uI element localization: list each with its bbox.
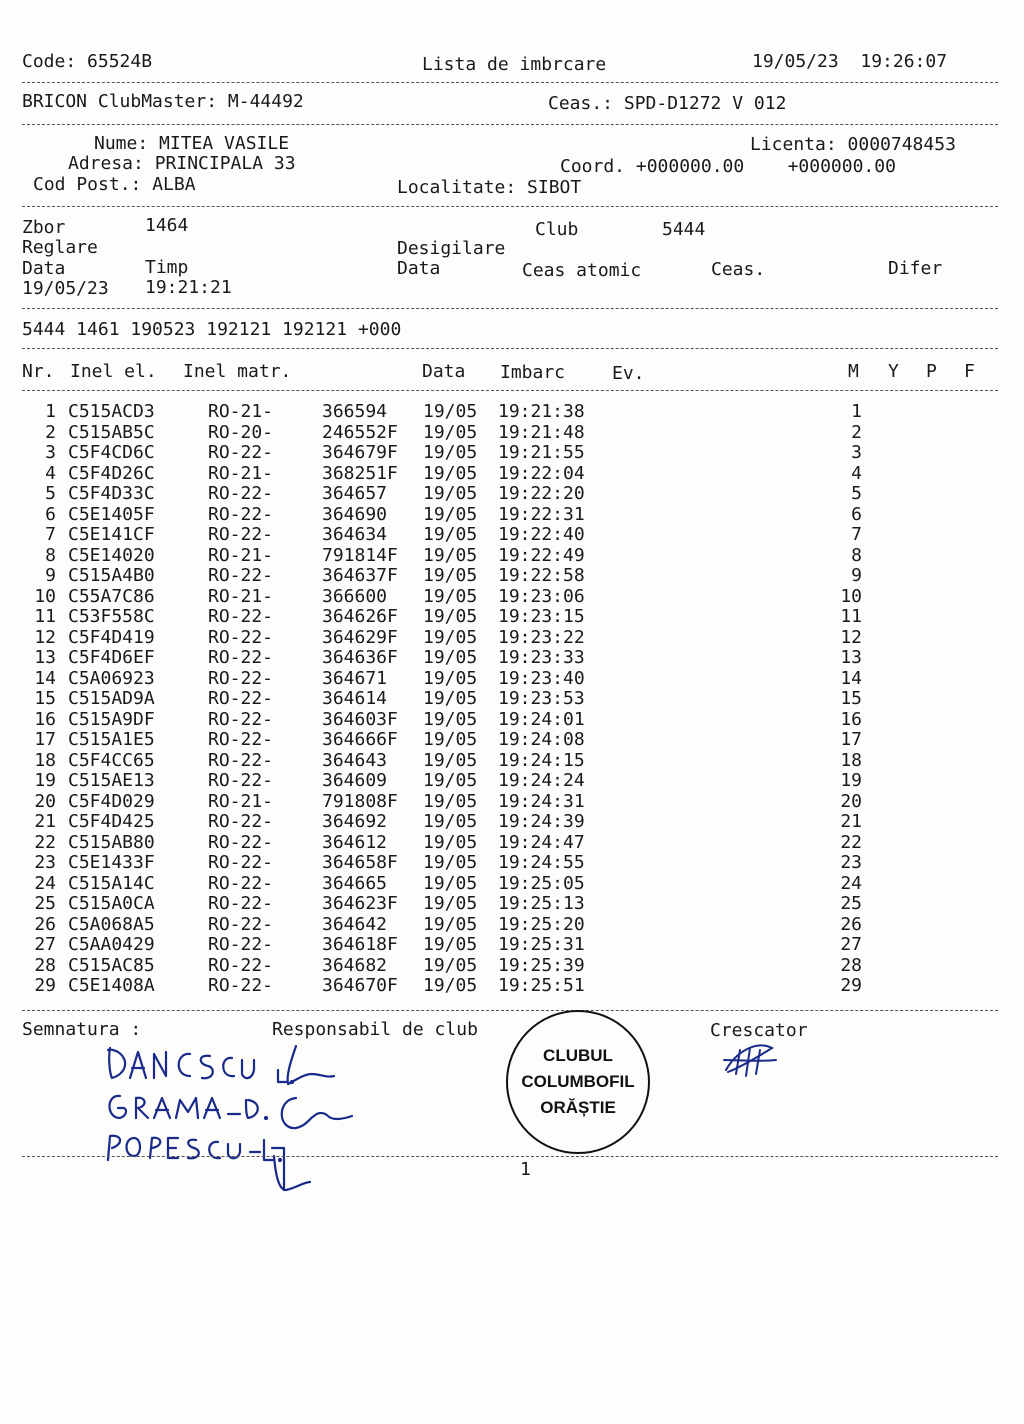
row-nr: 6 bbox=[45, 503, 56, 525]
row-position: 12 bbox=[840, 626, 862, 648]
row-ring-prefix: RO-22- bbox=[208, 688, 274, 709]
row-time: 19:24:47 bbox=[498, 831, 585, 853]
signature-label: Semnatura : bbox=[22, 1019, 142, 1040]
row-position: 2 bbox=[851, 421, 862, 443]
row-date: 19/05 bbox=[423, 606, 478, 627]
row-inel-matr: 364670F bbox=[322, 975, 398, 996]
row-inel-el: C5A068A5 bbox=[68, 913, 155, 935]
row-ring-prefix: RO-21- bbox=[208, 401, 274, 422]
col-m: M bbox=[848, 361, 859, 382]
divider bbox=[22, 82, 998, 83]
row-ring-prefix: RO-22- bbox=[208, 647, 274, 668]
divider bbox=[22, 1156, 998, 1157]
row-ring-prefix: RO-21- bbox=[208, 585, 274, 607]
row-date: 19/05 bbox=[423, 462, 478, 484]
row-nr: 27 bbox=[34, 934, 56, 955]
clock-label: Ceas.: SPD-D1272 V 012 bbox=[548, 93, 787, 114]
stamp-line-1: CLUBUL bbox=[543, 1046, 613, 1065]
row-nr: 11 bbox=[34, 606, 56, 627]
divider bbox=[22, 348, 998, 349]
row-date: 19/05 bbox=[423, 975, 478, 996]
row-ring-prefix: RO-22- bbox=[208, 954, 274, 976]
row-inel-matr: 364618F bbox=[322, 934, 398, 955]
breeder-label: Crescator bbox=[710, 1020, 808, 1041]
table-row bbox=[0, 689, 1024, 709]
divider bbox=[22, 390, 998, 391]
row-inel-el: C5F4CD6C bbox=[68, 442, 155, 463]
club-manager-label: Responsabil de club bbox=[272, 1019, 478, 1040]
row-inel-el: C5F4D425 bbox=[68, 811, 155, 832]
row-nr: 15 bbox=[34, 688, 56, 709]
row-date: 19/05 bbox=[423, 893, 478, 914]
row-nr: 21 bbox=[34, 811, 56, 832]
row-inel-matr: 364634 bbox=[322, 524, 388, 545]
table-row bbox=[0, 976, 1024, 996]
row-ring-prefix: RO-22- bbox=[208, 893, 274, 914]
summary-line: 5444 1461 190523 192121 192121 +000 bbox=[22, 319, 402, 340]
reglare-label: Reglare bbox=[22, 237, 98, 258]
row-inel-matr: 364636F bbox=[322, 647, 398, 668]
row-time: 19:25:20 bbox=[498, 913, 585, 935]
reglare-date-label: Data bbox=[22, 258, 66, 279]
row-date: 19/05 bbox=[423, 524, 478, 545]
row-inel-matr: 364682 bbox=[322, 954, 388, 976]
row-time: 19:25:31 bbox=[498, 934, 585, 955]
row-position: 23 bbox=[840, 852, 862, 873]
row-time: 19:23:40 bbox=[498, 667, 585, 689]
flight-number: 1464 bbox=[145, 215, 189, 236]
row-inel-el: C5AA0429 bbox=[68, 934, 155, 955]
row-time: 19:22:40 bbox=[498, 524, 585, 545]
row-inel-matr: 364603F bbox=[322, 708, 398, 730]
row-inel-el: C515A1E5 bbox=[68, 729, 155, 750]
divider bbox=[22, 308, 998, 309]
row-inel-matr: 368251F bbox=[322, 462, 398, 484]
row-date: 19/05 bbox=[423, 831, 478, 853]
row-nr: 16 bbox=[34, 708, 56, 730]
table-row bbox=[0, 710, 1024, 730]
row-nr: 17 bbox=[34, 729, 56, 750]
row-position: 7 bbox=[851, 524, 862, 545]
table-row bbox=[0, 935, 1024, 955]
row-date: 19/05 bbox=[423, 688, 478, 709]
row-ring-prefix: RO-22- bbox=[208, 770, 274, 791]
row-position: 16 bbox=[840, 708, 862, 730]
row-ring-prefix: RO-22- bbox=[208, 749, 274, 771]
row-nr: 4 bbox=[45, 462, 56, 484]
row-inel-matr: 364629F bbox=[322, 626, 398, 648]
row-time: 19:24:39 bbox=[498, 811, 585, 832]
row-ring-prefix: RO-22- bbox=[208, 729, 274, 750]
table-row bbox=[0, 792, 1024, 812]
row-date: 19/05 bbox=[423, 401, 478, 422]
row-time: 19:24:08 bbox=[498, 729, 585, 750]
clock-col-label: Ceas. bbox=[711, 259, 766, 280]
row-inel-matr: 364666F bbox=[322, 729, 398, 750]
row-position: 3 bbox=[851, 442, 862, 463]
row-inel-el: C5F4D419 bbox=[68, 626, 155, 648]
row-inel-el: C5E1433F bbox=[68, 852, 155, 873]
row-inel-el: C515ACD3 bbox=[68, 401, 155, 422]
col-y: Y bbox=[888, 361, 899, 382]
table-row bbox=[0, 484, 1024, 504]
table-row bbox=[0, 833, 1024, 853]
row-inel-matr: 791808F bbox=[322, 790, 398, 812]
row-nr: 9 bbox=[45, 565, 56, 586]
row-date: 19/05 bbox=[423, 790, 478, 812]
row-ring-prefix: RO-22- bbox=[208, 503, 274, 525]
stamp-line-2: COLUMBOFIL bbox=[521, 1072, 635, 1091]
row-inel-matr: 364665 bbox=[322, 872, 388, 894]
row-ring-prefix: RO-22- bbox=[208, 831, 274, 853]
row-inel-el: C5F4D26C bbox=[68, 462, 155, 484]
row-position: 22 bbox=[840, 831, 862, 853]
row-inel-el: C515AC85 bbox=[68, 954, 155, 976]
row-position: 21 bbox=[840, 811, 862, 832]
breeder-signature bbox=[716, 1030, 786, 1086]
row-inel-el: C5E141CF bbox=[68, 524, 155, 545]
table-row bbox=[0, 730, 1024, 750]
row-nr: 23 bbox=[34, 852, 56, 873]
row-inel-el: C5F4CC65 bbox=[68, 749, 155, 771]
table-row bbox=[0, 956, 1024, 976]
club-number: 5444 bbox=[662, 219, 706, 240]
row-date: 19/05 bbox=[423, 667, 478, 689]
row-position: 26 bbox=[840, 913, 862, 935]
row-inel-el: C5E14020 bbox=[68, 544, 155, 566]
row-time: 19:22:20 bbox=[498, 483, 585, 504]
row-inel-el: C515AD9A bbox=[68, 688, 155, 709]
table-row bbox=[0, 505, 1024, 525]
row-date: 19/05 bbox=[423, 626, 478, 648]
row-time: 19:25:51 bbox=[498, 975, 585, 996]
row-inel-matr: 364692 bbox=[322, 811, 388, 832]
row-inel-matr: 364637F bbox=[322, 565, 398, 586]
row-position: 9 bbox=[851, 565, 862, 586]
row-position: 28 bbox=[840, 954, 862, 976]
row-nr: 18 bbox=[34, 749, 56, 771]
row-ring-prefix: RO-22- bbox=[208, 442, 274, 463]
row-ring-prefix: RO-21- bbox=[208, 544, 274, 566]
row-inel-matr: 364690 bbox=[322, 503, 388, 525]
col-data: Data bbox=[422, 361, 466, 382]
row-position: 14 bbox=[840, 667, 862, 689]
row-position: 20 bbox=[840, 790, 862, 812]
row-date: 19/05 bbox=[423, 749, 478, 771]
row-position: 24 bbox=[840, 872, 862, 894]
row-inel-el: C515AB5C bbox=[68, 421, 155, 443]
row-ring-prefix: RO-21- bbox=[208, 462, 274, 484]
document-title: Lista de imbrcare bbox=[422, 54, 607, 75]
row-time: 19:22:31 bbox=[498, 503, 585, 525]
row-date: 19/05 bbox=[423, 852, 478, 873]
row-nr: 12 bbox=[34, 626, 56, 648]
row-position: 19 bbox=[840, 770, 862, 791]
difference-label: Difer bbox=[888, 258, 943, 279]
row-inel-el: C5A06923 bbox=[68, 667, 155, 689]
row-inel-el: C515A0CA bbox=[68, 893, 155, 914]
row-nr: 20 bbox=[34, 790, 56, 812]
col-inel-matr: Inel matr. bbox=[183, 361, 292, 382]
code-label: Code: 65524B bbox=[22, 51, 153, 72]
reglare-time-label: Timp bbox=[145, 257, 189, 278]
row-time: 19:24:24 bbox=[498, 770, 585, 791]
row-date: 19/05 bbox=[423, 934, 478, 955]
row-time: 19:22:04 bbox=[498, 462, 585, 484]
row-time: 19:25:05 bbox=[498, 872, 585, 894]
row-date: 19/05 bbox=[423, 770, 478, 791]
row-nr: 2 bbox=[45, 421, 56, 443]
table-row bbox=[0, 628, 1024, 648]
row-time: 19:22:49 bbox=[498, 544, 585, 566]
row-nr: 25 bbox=[34, 893, 56, 914]
col-inel-el: Inel el. bbox=[70, 361, 157, 382]
row-time: 19:24:55 bbox=[498, 852, 585, 873]
row-position: 13 bbox=[840, 647, 862, 668]
row-date: 19/05 bbox=[423, 565, 478, 586]
row-date: 19/05 bbox=[423, 913, 478, 935]
club-label: Club bbox=[535, 219, 579, 240]
handwritten-signatures bbox=[100, 1040, 380, 1200]
row-inel-matr: 364626F bbox=[322, 606, 398, 627]
table-row bbox=[0, 669, 1024, 689]
col-p: P bbox=[926, 361, 937, 382]
row-date: 19/05 bbox=[423, 421, 478, 443]
flight-label: Zbor bbox=[22, 217, 66, 238]
row-ring-prefix: RO-22- bbox=[208, 872, 274, 894]
row-position: 27 bbox=[840, 934, 862, 955]
table-row bbox=[0, 464, 1024, 484]
row-date: 19/05 bbox=[423, 954, 478, 976]
row-nr: 10 bbox=[34, 585, 56, 607]
row-date: 19/05 bbox=[423, 585, 478, 607]
row-ring-prefix: RO-22- bbox=[208, 852, 274, 873]
stamp-line-3: ORĂȘTIE bbox=[540, 1098, 616, 1117]
row-inel-el: C5F4D6EF bbox=[68, 647, 155, 668]
row-nr: 24 bbox=[34, 872, 56, 894]
table-row bbox=[0, 894, 1024, 914]
page-number: 1 bbox=[520, 1159, 531, 1180]
row-inel-matr: 364679F bbox=[322, 442, 398, 463]
row-time: 19:24:31 bbox=[498, 790, 585, 812]
atomic-clock-label: Ceas atomic bbox=[522, 260, 642, 281]
club-stamp bbox=[506, 1010, 650, 1154]
row-inel-matr: 364614 bbox=[322, 688, 388, 709]
row-inel-matr: 791814F bbox=[322, 544, 398, 566]
table-row bbox=[0, 812, 1024, 832]
row-date: 19/05 bbox=[423, 442, 478, 463]
row-date: 19/05 bbox=[423, 729, 478, 750]
postal-code: Cod Post.: ALBA bbox=[33, 174, 196, 195]
row-inel-matr: 364643 bbox=[322, 749, 388, 771]
table-row bbox=[0, 443, 1024, 463]
row-position: 6 bbox=[851, 503, 862, 525]
row-position: 29 bbox=[840, 975, 862, 996]
row-time: 19:24:15 bbox=[498, 749, 585, 771]
row-ring-prefix: RO-22- bbox=[208, 811, 274, 832]
row-nr: 3 bbox=[45, 442, 56, 463]
row-inel-el: C515AE13 bbox=[68, 770, 155, 791]
owner-name: Nume: MITEA VASILE bbox=[94, 133, 290, 154]
row-inel-el: C5E1408A bbox=[68, 975, 155, 996]
print-datetime: 19/05/23 19:26:07 bbox=[752, 51, 948, 72]
row-inel-el: C5E1405F bbox=[68, 503, 155, 525]
row-inel-matr: 366600 bbox=[322, 585, 388, 607]
table-row bbox=[0, 648, 1024, 668]
row-time: 19:23:53 bbox=[498, 688, 585, 709]
table-row bbox=[0, 874, 1024, 894]
row-position: 1 bbox=[851, 401, 862, 422]
row-ring-prefix: RO-22- bbox=[208, 626, 274, 648]
row-time: 19:21:48 bbox=[498, 421, 585, 443]
row-position: 15 bbox=[840, 688, 862, 709]
row-inel-el: C5F4D029 bbox=[68, 790, 155, 812]
row-nr: 19 bbox=[34, 770, 56, 791]
row-date: 19/05 bbox=[423, 483, 478, 504]
row-inel-matr: 364612 bbox=[322, 831, 388, 853]
divider bbox=[22, 206, 998, 207]
divider bbox=[22, 1010, 998, 1011]
row-inel-matr: 364671 bbox=[322, 667, 388, 689]
row-inel-el: C5F4D33C bbox=[68, 483, 155, 504]
table-row bbox=[0, 402, 1024, 422]
license: Licenta: 0000748453 bbox=[750, 134, 956, 155]
row-time: 19:25:39 bbox=[498, 954, 585, 976]
row-position: 4 bbox=[851, 462, 862, 484]
row-inel-matr: 364658F bbox=[322, 852, 398, 873]
row-inel-el: C55A7C86 bbox=[68, 585, 155, 607]
row-time: 19:24:01 bbox=[498, 708, 585, 730]
device-label: BRICON ClubMaster: M-44492 bbox=[22, 91, 304, 112]
row-ring-prefix: RO-21- bbox=[208, 790, 274, 812]
table-row bbox=[0, 587, 1024, 607]
row-time: 19:21:38 bbox=[498, 401, 585, 422]
table-row bbox=[0, 546, 1024, 566]
coordinates: Coord. +000000.00 +000000.00 bbox=[560, 156, 896, 177]
table-row bbox=[0, 771, 1024, 791]
row-nr: 5 bbox=[45, 483, 56, 504]
table-row bbox=[0, 423, 1024, 443]
row-position: 25 bbox=[840, 893, 862, 914]
row-inel-matr: 364609 bbox=[322, 770, 388, 791]
col-nr: Nr. bbox=[22, 361, 55, 382]
row-date: 19/05 bbox=[423, 647, 478, 668]
row-position: 17 bbox=[840, 729, 862, 750]
row-nr: 29 bbox=[34, 975, 56, 996]
row-position: 5 bbox=[851, 483, 862, 504]
row-time: 19:23:06 bbox=[498, 585, 585, 607]
row-nr: 8 bbox=[45, 544, 56, 566]
row-ring-prefix: RO-20- bbox=[208, 421, 274, 443]
row-date: 19/05 bbox=[423, 544, 478, 566]
row-position: 10 bbox=[840, 585, 862, 607]
row-inel-matr: 246552F bbox=[322, 421, 398, 443]
row-nr: 22 bbox=[34, 831, 56, 853]
table-row bbox=[0, 566, 1024, 586]
table-row bbox=[0, 853, 1024, 873]
row-ring-prefix: RO-22- bbox=[208, 913, 274, 935]
row-nr: 1 bbox=[45, 401, 56, 422]
reglare-date: 19/05/23 bbox=[22, 278, 109, 299]
row-nr: 26 bbox=[34, 913, 56, 935]
row-ring-prefix: RO-22- bbox=[208, 934, 274, 955]
table-row bbox=[0, 607, 1024, 627]
divider bbox=[22, 124, 998, 125]
row-nr: 28 bbox=[34, 954, 56, 976]
row-ring-prefix: RO-22- bbox=[208, 483, 274, 504]
row-inel-el: C515A9DF bbox=[68, 708, 155, 730]
row-position: 18 bbox=[840, 749, 862, 771]
row-date: 19/05 bbox=[423, 503, 478, 525]
col-f: F bbox=[964, 361, 975, 382]
reglare-time: 19:21:21 bbox=[145, 277, 232, 298]
col-ev: Ev. bbox=[612, 363, 645, 384]
row-inel-matr: 364657 bbox=[322, 483, 388, 504]
row-time: 19:23:15 bbox=[498, 606, 585, 627]
row-ring-prefix: RO-22- bbox=[208, 975, 274, 996]
col-imbarc: Imbarc bbox=[500, 362, 566, 383]
row-date: 19/05 bbox=[423, 872, 478, 894]
row-inel-el: C515AB80 bbox=[68, 831, 155, 853]
owner-address: Adresa: PRINCIPALA 33 bbox=[68, 153, 296, 174]
desigilare-date-label: Data bbox=[397, 258, 441, 279]
row-position: 8 bbox=[851, 544, 862, 566]
table-row bbox=[0, 525, 1024, 545]
row-inel-el: C515A14C bbox=[68, 872, 155, 894]
row-time: 19:25:13 bbox=[498, 893, 585, 914]
row-time: 19:23:22 bbox=[498, 626, 585, 648]
table-row bbox=[0, 915, 1024, 935]
row-time: 19:21:55 bbox=[498, 442, 585, 463]
locality: Localitate: SIBOT bbox=[397, 177, 582, 198]
row-date: 19/05 bbox=[423, 708, 478, 730]
row-date: 19/05 bbox=[423, 811, 478, 832]
table-row bbox=[0, 751, 1024, 771]
row-inel-el: C515A4B0 bbox=[68, 565, 155, 586]
row-inel-matr: 366594 bbox=[322, 401, 388, 422]
row-inel-matr: 364642 bbox=[322, 913, 388, 935]
row-inel-matr: 364623F bbox=[322, 893, 398, 914]
row-nr: 7 bbox=[45, 524, 56, 545]
row-ring-prefix: RO-22- bbox=[208, 606, 274, 627]
row-ring-prefix: RO-22- bbox=[208, 565, 274, 586]
desigilare-label: Desigilare bbox=[397, 238, 506, 259]
row-ring-prefix: RO-22- bbox=[208, 667, 274, 689]
row-ring-prefix: RO-22- bbox=[208, 708, 274, 730]
row-time: 19:23:33 bbox=[498, 647, 585, 668]
row-position: 11 bbox=[840, 606, 862, 627]
row-inel-el: C53F558C bbox=[68, 606, 155, 627]
row-ring-prefix: RO-22- bbox=[208, 524, 274, 545]
row-nr: 14 bbox=[34, 667, 56, 689]
row-time: 19:22:58 bbox=[498, 565, 585, 586]
row-nr: 13 bbox=[34, 647, 56, 668]
